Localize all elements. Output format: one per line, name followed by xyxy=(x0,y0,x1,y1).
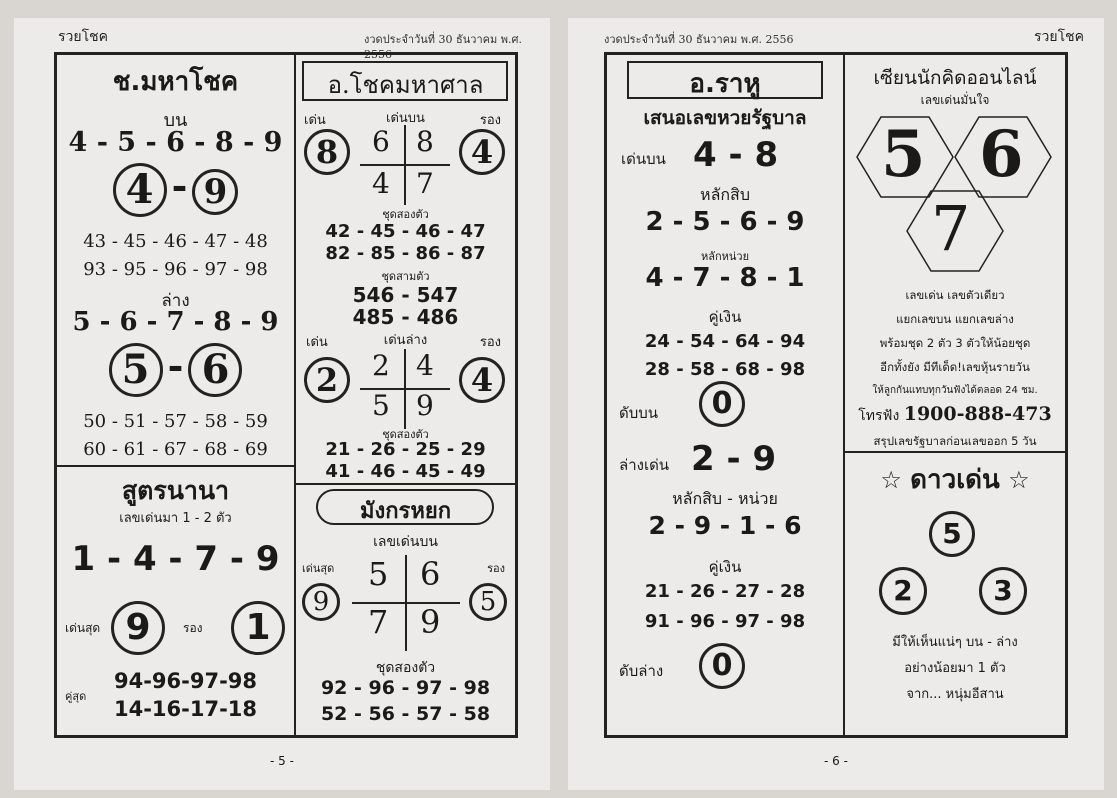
kill-label: ดับล่าง xyxy=(619,662,664,680)
lower-digits: 5 - 6 - 7 - 8 - 9 xyxy=(72,307,279,337)
section-title: มังกรหยก xyxy=(359,499,452,524)
pairs-label: คู่เงิน xyxy=(708,308,742,326)
formula-digits: 1 - 4 - 7 - 9 xyxy=(71,539,280,579)
note-line: อย่างน้อยมา 1 ตัว xyxy=(904,661,1006,676)
kill-digit: 0 xyxy=(699,381,745,427)
star-digit: 5 xyxy=(929,511,975,557)
star-digit: 2 xyxy=(879,567,927,615)
main-digit: 8 xyxy=(304,129,350,175)
hex-digit: 6 xyxy=(979,117,1024,192)
lower-label: ล่าง xyxy=(161,291,190,311)
o-chokemahasan-column xyxy=(296,55,515,735)
mid-label: เด่นบน xyxy=(386,111,425,126)
grid-digit: 4 xyxy=(416,349,434,382)
upper-digits: 4 - 5 - 6 - 8 - 9 xyxy=(68,127,283,158)
grid-digit: 7 xyxy=(368,603,389,641)
note-line: จาก... หนุ่มอีสาน xyxy=(906,687,1004,702)
top-label: เด่นสุด xyxy=(65,621,101,635)
column-title: ช.มหาโชค xyxy=(112,67,239,97)
promo-line: พร้อมชุด 2 ตัว 3 ตัวให้น้อยชุด xyxy=(879,336,1031,350)
section-divider xyxy=(296,483,515,485)
column-title: อ.ราหู xyxy=(689,69,761,99)
top-label: เด่นสุด xyxy=(302,562,335,575)
bottom-digits: 2 - 9 xyxy=(691,439,777,479)
main-digit: 2 xyxy=(304,357,350,403)
set-line: 21 - 26 - 25 - 29 xyxy=(325,439,486,460)
second-label: รอง xyxy=(479,113,501,128)
second-label: รอง xyxy=(487,562,505,575)
section-divider xyxy=(845,451,1065,453)
section-title: สูตรนานา xyxy=(121,476,230,505)
promo-line: เลขเด่น เลขตัวเดียว xyxy=(905,288,1005,302)
page-number: - 5 - xyxy=(270,754,294,768)
grid-digit: 9 xyxy=(416,389,434,422)
second-label: รอง xyxy=(183,621,203,635)
grid-digit: 4 xyxy=(372,167,390,200)
pair-label: คู่สุด xyxy=(65,690,87,703)
page-number: - 6 - xyxy=(824,754,848,768)
star-icon: ☆ xyxy=(880,466,902,494)
top-second-row xyxy=(65,599,289,659)
column-title: อ.โชคมหาศาล xyxy=(327,71,484,99)
highlight-digit: 4 xyxy=(113,163,167,217)
online-thinker-column xyxy=(845,55,1065,735)
issue-date: งวดประจำวันที่ 30 ธันวาคม พ.ศ. 2556 xyxy=(604,33,794,46)
note-line: มีให้เห็นแน่ๆ บน - ล่าง xyxy=(892,635,1018,650)
units-digits: 4 - 7 - 8 - 1 xyxy=(645,263,805,293)
pairs-line: 21 - 26 - 27 - 28 xyxy=(644,581,806,602)
lower-pairs: 50 - 51 - 57 - 58 - 59 xyxy=(83,411,268,432)
brand-name: รวยโชค xyxy=(58,29,108,45)
main-label: เด่น xyxy=(304,113,326,128)
highlight-digit: 6 xyxy=(188,343,242,397)
grid-digit: 5 xyxy=(372,389,390,422)
kill-label: ดับบน xyxy=(619,404,659,422)
promo-line: แยกเลขบน แยกเลขล่าง xyxy=(896,312,1014,326)
second-digit: 1 xyxy=(231,601,285,655)
upper-label: บน xyxy=(163,110,188,131)
column-subtitle: เสนอเลขหวยรัฐบาล xyxy=(643,107,807,129)
hex-digit: 7 xyxy=(931,192,971,265)
grid-digit: 2 xyxy=(372,349,390,382)
brand-name: รวยโชค xyxy=(1034,29,1084,45)
tu-digits: 2 - 9 - 1 - 6 xyxy=(648,511,802,540)
phone-number: 1900-888-473 xyxy=(903,403,1052,425)
column-subtitle: เลขเด่นมั่นใจ xyxy=(920,93,990,107)
set-line: 41 - 46 - 45 - 49 xyxy=(325,461,486,482)
grid-digit: 6 xyxy=(372,125,390,158)
promo-line: อีกทั้งยัง มีทีเด็ด!เลขหุ้นรายวัน xyxy=(880,360,1030,374)
column-title: เซียนนักคิดออนไลน์ xyxy=(873,67,1037,89)
bottom-label: ล่างเด่น xyxy=(619,456,670,474)
promo-line: สรุปเลขรัฐบาลก่อนเลขออก 5 วัน xyxy=(873,434,1037,448)
section-title-row xyxy=(845,459,1065,500)
set-line: 82 - 85 - 86 - 87 xyxy=(325,243,486,264)
second-digit: 4 xyxy=(459,129,505,175)
set-line: 546 - 547 xyxy=(352,283,459,307)
top-digit: 9 xyxy=(111,601,165,655)
top-label: เด่นบน xyxy=(621,150,666,168)
ch-mahachoke-column xyxy=(57,55,294,735)
o-rahu-column xyxy=(607,55,843,735)
pair-line: 14-16-17-18 xyxy=(113,697,258,721)
set-line: 485 - 486 xyxy=(352,305,459,329)
right-frame xyxy=(604,52,1068,738)
lower-highlight: 5 - 6 xyxy=(57,343,294,403)
pairs-line: 24 - 54 - 64 - 94 xyxy=(644,331,806,352)
set-label: ชุดสองตัว xyxy=(375,660,436,676)
grid-digit: 8 xyxy=(416,125,434,158)
star-icon: ☆ xyxy=(1008,466,1030,494)
section-title: ดาวเด่น xyxy=(910,465,1000,495)
highlight-digit: 9 xyxy=(192,169,238,215)
grid-digit: 7 xyxy=(416,167,434,200)
tens-digits: 2 - 5 - 6 - 9 xyxy=(645,207,805,237)
tens-label: หลักสิบ xyxy=(700,185,750,204)
set-line: 52 - 56 - 57 - 58 xyxy=(320,703,491,725)
second-digit: 4 xyxy=(459,357,505,403)
set-label: ชุดสองตัว xyxy=(382,428,429,441)
pairs-label: คู่เงิน xyxy=(708,558,742,576)
phone-row xyxy=(845,403,1065,427)
set-label: ชุดสามตัว xyxy=(381,270,430,283)
issue-date: งวดประจำวันที่ 30 ธันวาคม พ.ศ. 2556 xyxy=(364,33,522,61)
grid-digit: 9 xyxy=(420,603,441,641)
upper-highlight: 4 - 9 xyxy=(57,163,294,223)
left-frame xyxy=(54,52,518,738)
kill-digit: 0 xyxy=(699,643,745,689)
star-digit: 3 xyxy=(979,567,1027,615)
set-label: ชุดสองตัว xyxy=(382,208,429,221)
highlight-digit: 5 xyxy=(109,343,163,397)
section-subtitle: เลขเด่นบน xyxy=(373,534,438,550)
set-line: 42 - 45 - 46 - 47 xyxy=(325,221,486,242)
right-page xyxy=(568,18,1104,790)
promo-line: ให้ลูกกันแทบทุกวันฟังได้ตลอด 24 ชม. xyxy=(872,385,1038,396)
second-digit: 5 xyxy=(469,583,507,621)
pair-line: 94-96-97-98 xyxy=(113,669,258,693)
top-digit: 9 xyxy=(302,583,340,621)
hex-digit: 5 xyxy=(881,117,926,192)
second-label: รอง xyxy=(479,335,501,350)
section-divider xyxy=(57,465,294,467)
mid-label: เด่นล่าง xyxy=(383,333,428,348)
set-line: 92 - 96 - 97 - 98 xyxy=(320,677,491,699)
pairs-line: 91 - 96 - 97 - 98 xyxy=(644,611,806,632)
section-subtitle: เลขเด่นมา 1 - 2 ตัว xyxy=(119,511,232,526)
units-label: หลักหน่วย xyxy=(700,250,750,263)
top-digits: 4 - 8 xyxy=(693,135,779,175)
pairs-line: 28 - 58 - 68 - 98 xyxy=(644,359,806,380)
tu-label: หลักสิบ - หน่วย xyxy=(672,489,778,508)
upper-pairs: 43 - 45 - 46 - 47 - 48 xyxy=(83,231,268,252)
main-label: เด่น xyxy=(306,335,328,350)
lower-pairs: 60 - 61 - 67 - 68 - 69 xyxy=(83,439,268,460)
upper-pairs: 93 - 95 - 96 - 97 - 98 xyxy=(83,259,268,280)
phone-label: โทรฟัง xyxy=(858,408,900,424)
grid-digit: 6 xyxy=(420,555,441,593)
left-page xyxy=(14,18,550,790)
grid-digit: 5 xyxy=(368,555,389,593)
